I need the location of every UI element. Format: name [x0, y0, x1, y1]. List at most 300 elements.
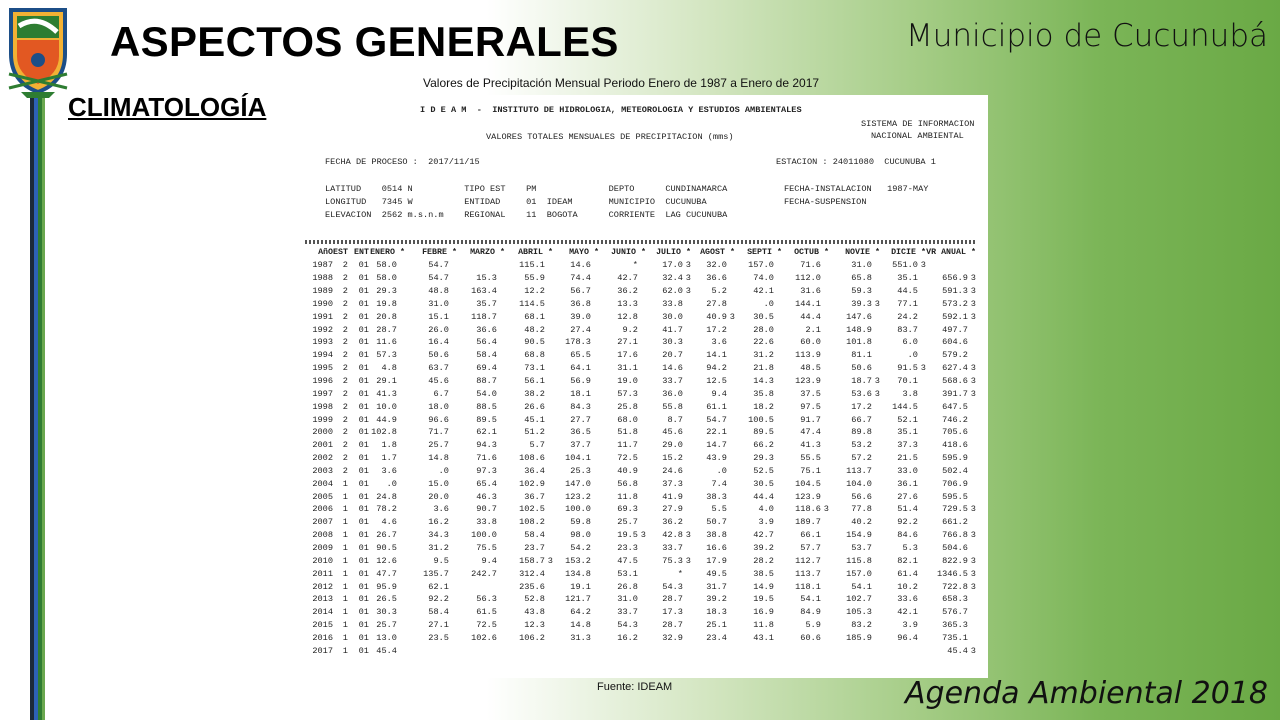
table-flag: [591, 503, 599, 516]
table-cell: 100.0: [471, 530, 497, 541]
table-flag: [397, 580, 405, 593]
table-flag: [449, 593, 457, 606]
table-flag: [497, 516, 505, 529]
table-cell: 705.6: [942, 427, 968, 438]
table-cell: 54.3: [662, 581, 683, 592]
table-cell: 58.4: [524, 530, 545, 541]
table-flag: [872, 259, 880, 272]
table-flag: [683, 336, 691, 349]
table-cell: 48.5: [800, 363, 821, 374]
table-cell: 19.5: [617, 530, 638, 541]
table-cell: [457, 259, 497, 272]
table-cell: 2006: [312, 504, 333, 515]
table-cell: 26.6: [524, 401, 545, 412]
table-flag: [918, 619, 926, 632]
table-flag: [497, 580, 505, 593]
table-cell: 56.6: [851, 491, 872, 502]
table-cell: 242.7: [471, 568, 497, 579]
table-cell: 36.7: [524, 491, 545, 502]
table-flag: [727, 426, 735, 439]
table-flag: [683, 298, 691, 311]
table-cell: 22.1: [706, 427, 727, 438]
table-flag: [918, 644, 926, 657]
table-flag: [872, 529, 880, 542]
table-flag: [821, 375, 829, 388]
table-cell: 2005: [312, 491, 333, 502]
table-cell: 1991: [312, 311, 333, 322]
table-row: [308, 542, 976, 555]
table-body: [308, 259, 976, 657]
table-cell: 1.8: [381, 440, 397, 451]
table-cell: 17.6: [617, 350, 638, 361]
table-flag: 3: [685, 555, 691, 566]
table-flag: [918, 349, 926, 362]
table-cell: 19.0: [617, 376, 638, 387]
table-flag: [727, 529, 735, 542]
table-flag: [727, 644, 735, 657]
table-flag: [545, 272, 553, 285]
table-flag: [545, 619, 553, 632]
table-cell: 1988: [312, 273, 333, 284]
table-flag: [497, 362, 505, 375]
table-flag: [449, 490, 457, 503]
table-cell: 20.0: [428, 491, 449, 502]
table-cell: 2003: [312, 465, 333, 476]
table-cell: [505, 644, 545, 657]
table-cell: 01: [358, 645, 369, 656]
table-cell: 28.7: [662, 620, 683, 631]
table-flag: [591, 298, 599, 311]
table-cell: 25.7: [428, 440, 449, 451]
table-cell: 89.5: [476, 414, 497, 425]
table-flag: [727, 400, 735, 413]
table-flag: 3: [823, 504, 829, 515]
table-cell: 33.0: [897, 465, 918, 476]
table-flag: [918, 413, 926, 426]
table-flag: [591, 516, 599, 529]
table-cell: 2015: [312, 620, 333, 631]
table-cell: 74.0: [753, 273, 774, 284]
table-cell: 189.7: [795, 517, 821, 528]
report-meta-line3: ELEVACION 2562 m.s.n.m REGIONAL 11 BOGOTA CORRIENTE LAG CUCUNUBA: [325, 210, 728, 220]
table-cell: 69.3: [617, 504, 638, 515]
table-cell: 38.5: [753, 568, 774, 579]
table-flag: [397, 336, 405, 349]
table-flag: [497, 387, 505, 400]
table-flag: [449, 554, 457, 567]
table-flag: [774, 529, 782, 542]
table-flag: [872, 619, 880, 632]
table-cell: 70.1: [897, 376, 918, 387]
table-flag: [545, 375, 553, 388]
table-flag: [397, 631, 405, 644]
table-cell: 30.3: [662, 337, 683, 348]
table-cell: 504.6: [942, 542, 968, 553]
table-cell: 01: [358, 440, 369, 451]
table-flag: 3: [874, 298, 880, 309]
table-cell: 38.8: [706, 530, 727, 541]
table-cell: 5.5: [711, 504, 727, 515]
table-cell: 27.1: [617, 337, 638, 348]
table-cell: 41.3: [376, 388, 397, 399]
report-fecha-proceso: FECHA DE PROCESO : 2017/11/15: [325, 157, 480, 167]
table-row: [308, 606, 976, 619]
table-cell: 2011: [312, 568, 333, 579]
table-cell: 54.7: [428, 260, 449, 271]
table-cell: 2017: [312, 645, 333, 656]
table-cell: 18.0: [428, 401, 449, 412]
table-row: [308, 554, 976, 567]
table-flag: [774, 375, 782, 388]
table-flag: [449, 452, 457, 465]
table-flag: [638, 567, 646, 580]
table-cell: 10.2: [897, 581, 918, 592]
table-cell: 36.2: [617, 286, 638, 297]
table-flag: [449, 259, 457, 272]
table-flag: [821, 593, 829, 606]
table-flag: [397, 567, 405, 580]
table-cell: 55.9: [524, 273, 545, 284]
table-flag: [774, 285, 782, 298]
table-cell: 16.4: [428, 337, 449, 348]
table-cell: 50.7: [706, 517, 727, 528]
table-cell: 16.9: [753, 607, 774, 618]
table-caption: Valores de Precipitación Mensual Periodo Enero de 1987 a Enero de 2017: [423, 76, 820, 90]
table-cell: 14.3: [753, 376, 774, 387]
table-flag: [968, 490, 976, 503]
table-cell: 54.1: [851, 581, 872, 592]
table-cell: 29.3: [376, 286, 397, 297]
table-flag: [968, 477, 976, 490]
table-flag: [397, 593, 405, 606]
table-cell: 01: [358, 491, 369, 502]
table-cell: 39.0: [570, 311, 591, 322]
table-flag: [545, 542, 553, 555]
table-flag: [591, 413, 599, 426]
table-cell: 01: [358, 632, 369, 643]
table-flag: 3: [685, 286, 691, 297]
table-flag: [591, 619, 599, 632]
table-flag: [449, 272, 457, 285]
table-cell: 89.5: [753, 427, 774, 438]
table-flag: 3: [970, 581, 976, 592]
table-flag: [872, 490, 880, 503]
table-cell: 25.8: [617, 401, 638, 412]
table-flag: [449, 298, 457, 311]
table-flag: [449, 426, 457, 439]
table-flag: [821, 285, 829, 298]
table-flag: [821, 631, 829, 644]
table-cell: 14.7: [706, 440, 727, 451]
table-cell: 31.6: [800, 286, 821, 297]
table-flag: [545, 477, 553, 490]
table-cell: 56.8: [617, 478, 638, 489]
table-cell: [646, 644, 683, 657]
table-flag: [591, 426, 599, 439]
table-flag: 3: [685, 273, 691, 284]
table-row: [308, 619, 976, 632]
table-cell: 19.8: [376, 298, 397, 309]
column-header: ENERO *: [370, 247, 405, 257]
table-flag: [397, 323, 405, 336]
table-cell: 84.6: [897, 530, 918, 541]
table-cell: 01: [358, 465, 369, 476]
table-flag: [727, 285, 735, 298]
table-flag: [397, 375, 405, 388]
table-cell: 45.6: [428, 376, 449, 387]
table-flag: [872, 323, 880, 336]
table-cell: 52.5: [753, 465, 774, 476]
table-cell: 579.2: [942, 350, 968, 361]
table-flag: [497, 490, 505, 503]
column-header: JUNIO *: [611, 247, 646, 257]
table-flag: [821, 477, 829, 490]
table-flag: 3: [970, 568, 976, 579]
table-flag: [497, 349, 505, 362]
table-flag: [727, 580, 735, 593]
table-flag: [918, 298, 926, 311]
table-row: [308, 477, 976, 490]
table-cell: [405, 644, 449, 657]
table-flag: [545, 349, 553, 362]
report-subtitle: VALORES TOTALES MENSUALES DE PRECIPITACION (mms): [486, 132, 734, 142]
table-cell: 01: [358, 517, 369, 528]
table-cell: 95.9: [376, 581, 397, 592]
table-cell: *: [677, 568, 683, 579]
table-cell: 55.8: [662, 401, 683, 412]
table-cell: 60.6: [800, 632, 821, 643]
table-cell: [457, 644, 497, 657]
column-header: MARZO *: [470, 247, 505, 257]
table-cell: 92.2: [897, 517, 918, 528]
table-cell: 59.8: [570, 517, 591, 528]
table-cell: 113.9: [795, 350, 821, 361]
table-flag: [872, 593, 880, 606]
table-flag: [449, 580, 457, 593]
table-flag: [774, 323, 782, 336]
table-flag: [683, 490, 691, 503]
table-cell: 27.7: [570, 414, 591, 425]
table-flag: [449, 323, 457, 336]
table-cell: 1997: [312, 388, 333, 399]
table-flag: [968, 413, 976, 426]
table-flag: [683, 310, 691, 323]
table-flag: [497, 452, 505, 465]
table-flag: [968, 593, 976, 606]
table-flag: [918, 336, 926, 349]
table-flag: [968, 439, 976, 452]
table-cell: [880, 644, 918, 657]
table-cell: 27.9: [662, 504, 683, 515]
table-row: [308, 593, 976, 606]
column-header: MAYO *: [569, 247, 599, 257]
table-flag: [683, 644, 691, 657]
table-flag: [591, 567, 599, 580]
table-flag: [497, 619, 505, 632]
table-flag: [497, 413, 505, 426]
table-cell: 27.6: [897, 491, 918, 502]
table-cell: 53.2: [851, 440, 872, 451]
table-flag: [638, 323, 646, 336]
table-cell: 01: [358, 260, 369, 271]
table-flag: [872, 400, 880, 413]
table-cell: 51.4: [897, 504, 918, 515]
table-row: [308, 580, 976, 593]
table-flag: [821, 465, 829, 478]
table-flag: [774, 554, 782, 567]
table-flag: [545, 426, 553, 439]
table-flag: [727, 298, 735, 311]
table-flag: [727, 606, 735, 619]
table-flag: [545, 580, 553, 593]
table-cell: 56.9: [570, 376, 591, 387]
table-flag: [591, 554, 599, 567]
table-cell: 9.5: [433, 555, 449, 566]
table-row: [308, 631, 976, 644]
table-cell: 104.1: [565, 453, 591, 464]
table-flag: [397, 619, 405, 632]
table-flag: [397, 413, 405, 426]
table-cell: 2: [342, 260, 348, 271]
section-heading: CLIMATOLOGÍA: [68, 92, 267, 122]
table-flag: [774, 490, 782, 503]
table-cell: 592.1: [942, 311, 968, 322]
table-cell: 102.5: [519, 504, 545, 515]
table-flag: [918, 272, 926, 285]
table-cell: 64.2: [570, 607, 591, 618]
table-flag: [683, 375, 691, 388]
table-flag: [821, 567, 829, 580]
table-cell: 1: [342, 517, 348, 528]
table-cell: 29.0: [662, 440, 683, 451]
table-flag: [397, 554, 405, 567]
table-flag: [774, 413, 782, 426]
table-flag: [774, 439, 782, 452]
table-cell: 84.9: [800, 607, 821, 618]
table-cell: 01: [358, 401, 369, 412]
table-cell: 17.9: [706, 555, 727, 566]
table-flag: [683, 606, 691, 619]
table-cell: 112.7: [795, 555, 821, 566]
table-flag: [918, 477, 926, 490]
table-cell: 14.1: [706, 350, 727, 361]
table-flag: [683, 503, 691, 516]
table-cell: 68.8: [524, 350, 545, 361]
table-cell: 3.9: [758, 517, 774, 528]
table-row: [308, 503, 976, 516]
table-cell: 185.9: [846, 632, 872, 643]
table-cell: 50.6: [851, 363, 872, 374]
table-cell: 56.3: [476, 594, 497, 605]
table-flag: [872, 554, 880, 567]
table-cell: 83.2: [851, 620, 872, 631]
table-flag: [683, 567, 691, 580]
table-flag: [918, 465, 926, 478]
table-cell: 108.2: [519, 517, 545, 528]
table-flag: [591, 323, 599, 336]
table-flag: [821, 644, 829, 657]
table-flag: [497, 375, 505, 388]
table-cell: 147.0: [565, 478, 591, 489]
table-flag: [683, 452, 691, 465]
table-cell: 58.4: [476, 350, 497, 361]
table-flag: [497, 439, 505, 452]
table-cell: 735.1: [942, 632, 968, 643]
table-flag: [545, 503, 553, 516]
table-flag: [968, 452, 976, 465]
table-cell: 24.8: [376, 491, 397, 502]
table-flag: [683, 323, 691, 336]
table-cell: 18.2: [753, 401, 774, 412]
table-cell: 27.8: [706, 298, 727, 309]
table-cell: 57.3: [376, 350, 397, 361]
table-cell: 01: [358, 620, 369, 631]
table-cell: [553, 644, 591, 657]
table-cell: 9.2: [622, 324, 638, 335]
table-cell: 2013: [312, 594, 333, 605]
table-flag: [497, 336, 505, 349]
table-flag: [591, 644, 599, 657]
table-flag: [497, 503, 505, 516]
table-flag: [918, 400, 926, 413]
table-flag: [591, 465, 599, 478]
table-cell: 53.1: [617, 568, 638, 579]
table-cell: 6.0: [902, 337, 918, 348]
table-cell: 661.2: [942, 517, 968, 528]
table-cell: 01: [358, 363, 369, 374]
table-cell: 1: [342, 530, 348, 541]
table-cell: 01: [358, 581, 369, 592]
table-flag: [449, 400, 457, 413]
table-cell: 722.8: [942, 581, 968, 592]
table-cell: 47.4: [800, 427, 821, 438]
report-estacion: ESTACION : 24011080 CUCUNUBA 1: [776, 157, 936, 167]
table-cell: 2: [342, 440, 348, 451]
table-row: [308, 465, 976, 478]
table-cell: 01: [358, 298, 369, 309]
report-sistema-line2: NACIONAL AMBIENTAL: [871, 131, 964, 141]
table-flag: [918, 310, 926, 323]
table-flag: [397, 606, 405, 619]
table-row: [308, 452, 976, 465]
table-cell: 729.5: [942, 504, 968, 515]
table-flag: [545, 631, 553, 644]
table-cell: 64.1: [570, 363, 591, 374]
table-flag: [727, 362, 735, 375]
table-flag: [872, 503, 880, 516]
table-flag: [683, 619, 691, 632]
table-cell: 2: [342, 298, 348, 309]
table-flag: [821, 310, 829, 323]
municipal-shield-icon: [5, 4, 71, 100]
table-cell: 24.2: [897, 311, 918, 322]
table-cell: 9.4: [481, 555, 497, 566]
table-cell: 53.7: [851, 542, 872, 553]
table-flag: [591, 439, 599, 452]
report-sistema-line1: SISTEMA DE INFORMACION: [861, 119, 975, 129]
table-flag: [683, 516, 691, 529]
table-flag: [497, 606, 505, 619]
table-flag: [591, 272, 599, 285]
table-flag: [545, 529, 553, 542]
table-cell: 01: [358, 607, 369, 618]
table-cell: 121.7: [565, 594, 591, 605]
table-flag: [397, 439, 405, 452]
table-cell: [782, 644, 821, 657]
table-cell: 2007: [312, 517, 333, 528]
table-cell: 90.5: [376, 542, 397, 553]
table-flag: [821, 516, 829, 529]
